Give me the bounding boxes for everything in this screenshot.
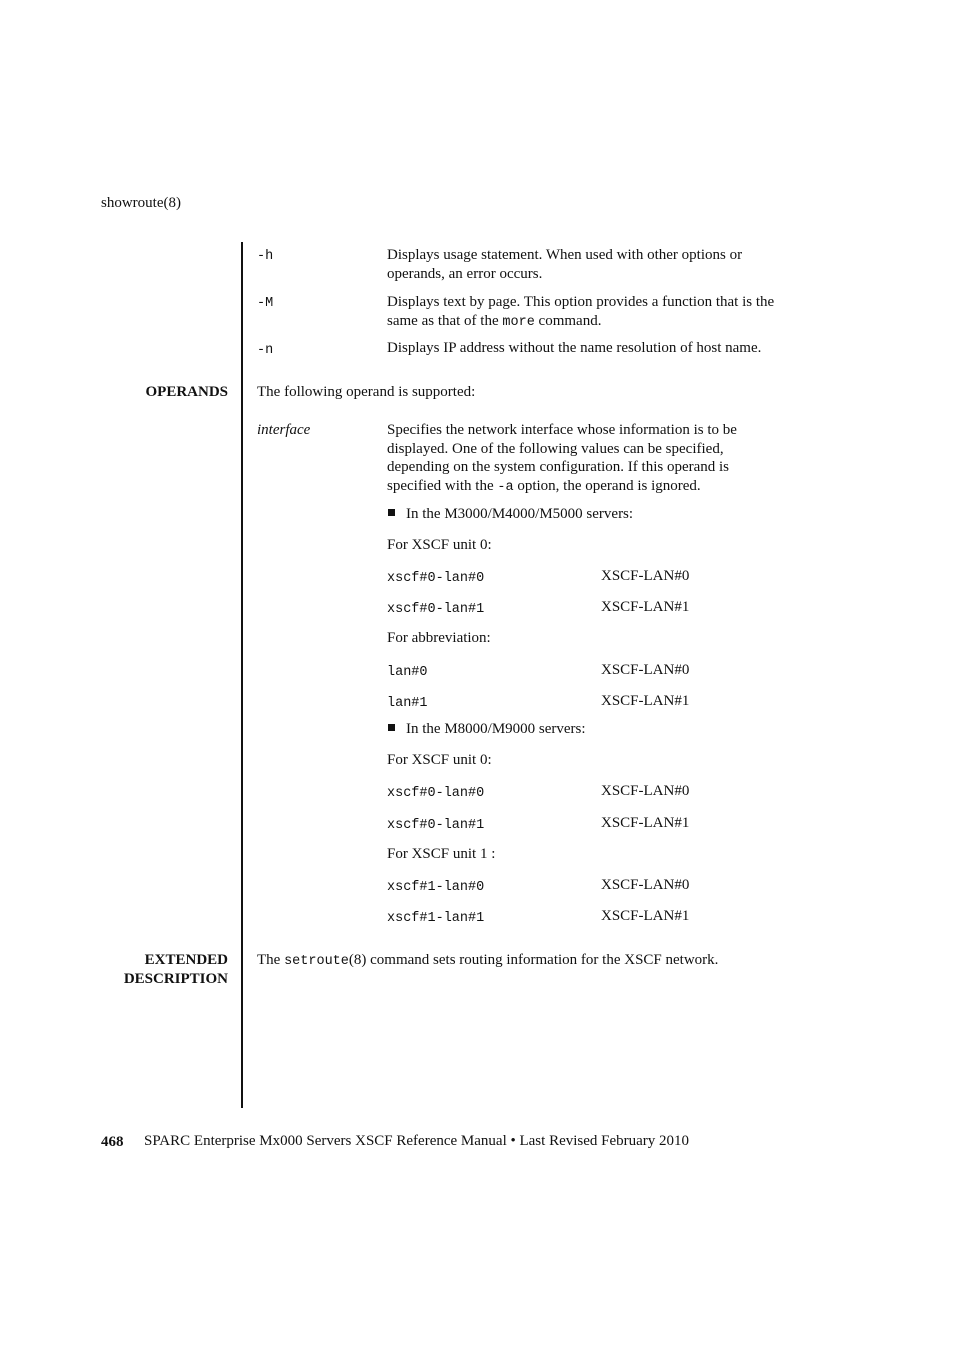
extended-description-text: The setroute(8) command sets routing information for the XSCF network. <box>257 952 719 969</box>
interface-code: lan#1 <box>387 696 428 711</box>
interface-code: lan#0 <box>387 665 428 680</box>
option-desc-h: Displays usage statement. When used with other options or operands, an error occurs. <box>387 247 743 282</box>
interface-code: xscf#0-lan#0 <box>387 571 485 586</box>
unit-label: For XSCF unit 0: <box>387 537 492 553</box>
interface-code: xscf#1-lan#0 <box>387 880 485 895</box>
square-bullet-icon <box>388 724 395 731</box>
code-a-option: -a <box>497 479 514 495</box>
page-number: 468 <box>101 1134 124 1150</box>
option-desc-n: Displays IP address without the name resolution of host name. <box>387 340 762 356</box>
interface-value: XSCF-LAN#0 <box>601 877 690 893</box>
footer-title: SPARC Enterprise Mx000 Servers XSCF Reference Manual • Last Revised February 2010 <box>144 1133 690 1149</box>
interface-code: xscf#0-lan#0 <box>387 786 485 801</box>
unit-label: For XSCF unit 0: <box>387 752 492 768</box>
option-flag-n: -n <box>257 343 274 358</box>
unit-label: For XSCF unit 1 : <box>387 846 496 862</box>
bullet-item: In the M3000/M4000/M5000 servers: <box>388 505 633 524</box>
option-flag-h: -h <box>257 249 274 264</box>
operand-description: Specifies the network interface whose information is to be displayed. One of the following values can be specified, depending on the system configuration. If this operand is specified with the -a option, the operand is ignored. <box>387 422 737 495</box>
interface-code: xscf#1-lan#1 <box>387 911 485 926</box>
interface-value: XSCF-LAN#0 <box>601 568 690 584</box>
code-setroute: setroute <box>284 954 349 969</box>
interface-value: XSCF-LAN#1 <box>601 815 690 831</box>
interface-value: XSCF-LAN#0 <box>601 783 690 799</box>
section-heading-operands: OPERANDS <box>145 384 228 400</box>
code-more: more <box>502 314 535 330</box>
interface-value: XSCF-LAN#0 <box>601 662 690 678</box>
interface-value: XSCF-LAN#1 <box>601 599 690 615</box>
interface-value: XSCF-LAN#1 <box>601 908 690 924</box>
interface-code: xscf#0-lan#1 <box>387 818 485 833</box>
square-bullet-icon <box>388 509 395 516</box>
interface-value: XSCF-LAN#1 <box>601 693 690 709</box>
abbreviation-label: For abbreviation: <box>387 630 491 646</box>
running-head: showroute(8) <box>101 195 181 211</box>
option-desc-M: Displays text by page. This option provides a function that is the same as that of the more command. <box>387 294 775 330</box>
operands-intro: The following operand is supported: <box>257 384 476 400</box>
interface-code: xscf#0-lan#1 <box>387 602 485 617</box>
operand-term: interface <box>257 422 311 438</box>
section-heading-extended: EXTENDED <box>144 952 228 968</box>
bullet-item: In the M8000/M9000 servers: <box>388 720 586 739</box>
section-rule <box>241 242 243 1108</box>
option-flag-M: -M <box>257 296 274 311</box>
section-heading-description: DESCRIPTION <box>123 971 228 987</box>
